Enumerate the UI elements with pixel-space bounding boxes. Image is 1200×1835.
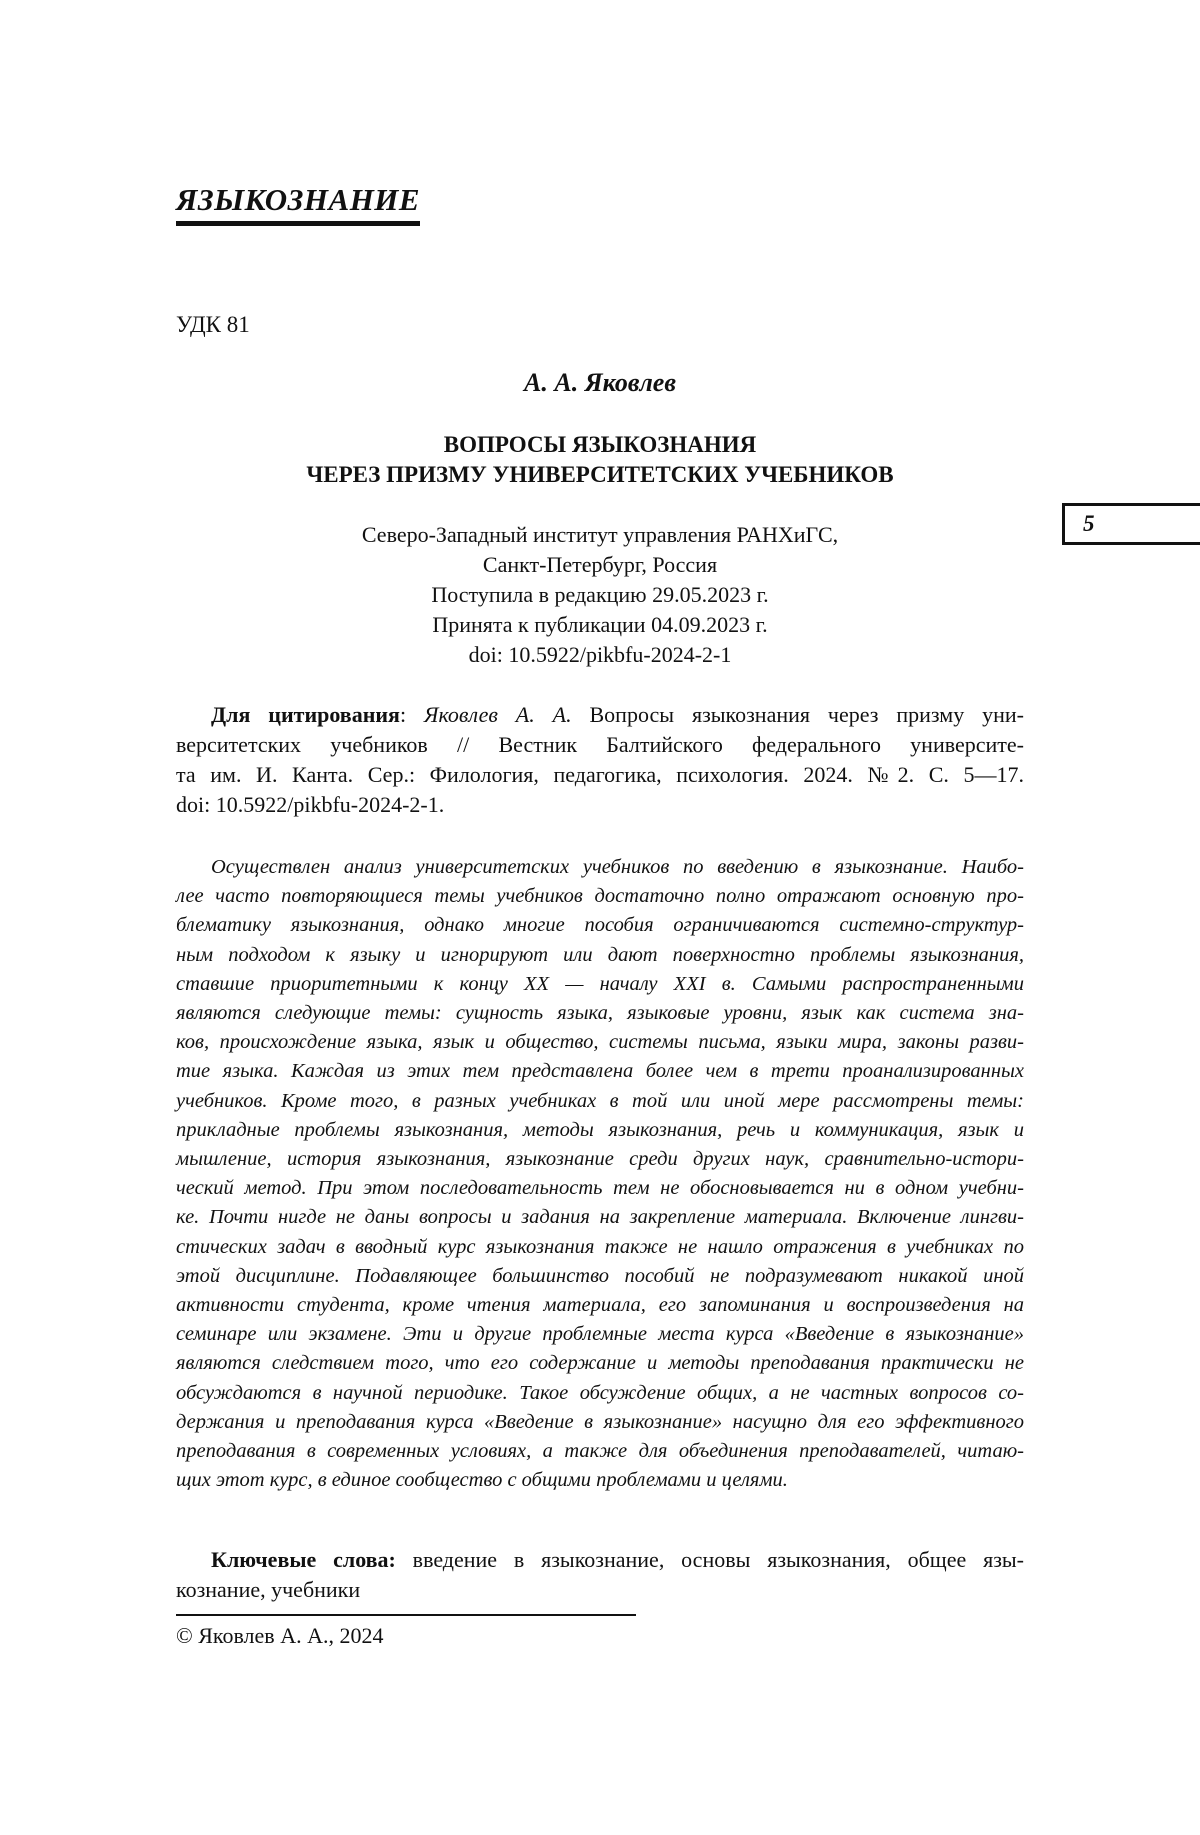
abstract-line: являются следствием того, что его содержание и методы преподавания практически не bbox=[176, 1352, 1024, 1375]
citation-block bbox=[176, 700, 1024, 820]
abstract bbox=[176, 853, 1024, 1495]
abstract-line: лее часто повторяющиеся темы учебников достаточно полно отражают основную про- bbox=[176, 885, 1024, 908]
citation-author: Яковлев А. А. bbox=[423, 702, 572, 727]
abstract-line: ческий метод. При этом последовательность тем не обосновывается ни в одном учебни- bbox=[176, 1177, 1024, 1200]
abstract-line: прикладные проблемы языкознания, методы языкознания, речь и коммуникация, язык и bbox=[176, 1118, 1024, 1141]
abstract-line: ке. Почти нигде не даны вопросы и задания на закрепление материала. Включение лингви- bbox=[176, 1206, 1024, 1229]
citation-label: Для цитирования bbox=[211, 702, 400, 727]
abstract-line: активности студента, кроме чтения материала, его запоминания и воспроизведения на bbox=[176, 1294, 1024, 1317]
abstract-line: обсуждаются в научной периодике. Такое обсуждение общих, а не частных вопросов со- bbox=[176, 1381, 1024, 1404]
keywords-label: Ключевые слова: bbox=[211, 1547, 396, 1572]
abstract-line: этой дисциплине. Подавляющее большинство пособий не подразумевают никакой иной bbox=[176, 1264, 1024, 1287]
doi: doi: 10.5922/pikbfu-2024-2-1 bbox=[468, 642, 732, 667]
abstract-line: учебников. Кроме того, в разных учебниках в той или иной мере рассмотрены темы: bbox=[176, 1089, 1024, 1112]
accepted-date: Принята к публикации 04.09.2023 г. bbox=[432, 612, 768, 637]
received-date: Поступила в редакцию 29.05.2023 г. bbox=[431, 582, 769, 607]
abstract-line: тие языка. Каждая из этих тем представлена более чем в трети проанализированных bbox=[176, 1060, 1024, 1083]
citation-line: та им. И. Канта. Сер.: Филология, педагогика, психология. 2024. №2. С. 5—17. bbox=[176, 762, 1024, 787]
copyright: © Яковлев А. А., 2024 bbox=[176, 1623, 384, 1648]
citation-line bbox=[176, 700, 1024, 730]
abstract-line: держания и преподавания курса «Введение в языкознание» насущно для его эффективного bbox=[176, 1410, 1024, 1433]
author-name: А. А. Яковлев bbox=[524, 368, 676, 397]
abstract-line: ков, происхождение языка, язык и общество, системы письма, языки мира, законы разви- bbox=[176, 1031, 1024, 1054]
citation-colon: : bbox=[399, 702, 424, 727]
footnote-divider bbox=[176, 1614, 636, 1616]
keywords-line bbox=[176, 1545, 1024, 1575]
keywords-line: кознание, учебники bbox=[176, 1577, 361, 1602]
institute: Северо-Западный институт управления РАНХиГС, bbox=[361, 522, 839, 547]
udk-code: УДК 81 bbox=[176, 312, 250, 337]
citation-text: Вопросы языкознания через призму уни- bbox=[571, 702, 1024, 727]
city: Санкт-Петербург, Россия bbox=[482, 552, 718, 577]
citation-line: верситетских учебников // Вестник Балтийского федерального университе- bbox=[176, 732, 1024, 757]
abstract-line: преподавания в современных условиях, а также для объединения преподавателей, читаю- bbox=[176, 1440, 1024, 1463]
abstract-line: мышление, история языкознания, языкознание среди других наук, сравнительно-истори- bbox=[176, 1148, 1024, 1171]
abstract-line: являются следующие темы: сущность языка, языковые уровни, язык как система зна- bbox=[176, 1002, 1024, 1025]
article-title-line: ВОПРОСЫ ЯЗЫКОЗНАНИЯ bbox=[443, 432, 757, 457]
article-title-line: ЧЕРЕЗ ПРИЗМУ УНИВЕРСИТЕТСКИХ УЧЕБНИКОВ bbox=[306, 462, 894, 487]
keywords-text: введение в языкознание, основы языкознания, общее язы- bbox=[395, 1547, 1025, 1572]
abstract-line: щих этот курс, в единое сообщество с общими проблемами и целями. bbox=[176, 1469, 788, 1492]
article-title bbox=[176, 430, 1024, 490]
abstract-line: ным подходом к языку и игнорируют или дают поверхностно проблемы языкознания, bbox=[176, 943, 1024, 966]
abstract-line: ставшие приоритетными к концу XX — началу XXI в. Самыми распространенными bbox=[176, 972, 1024, 995]
abstract-line: семинаре или экзамене. Эти и другие проблемные места курса «Введение в языкознание» bbox=[176, 1323, 1024, 1346]
abstract-line: Осуществлен анализ университетских учебников по введению в языкознание. Наибо- bbox=[211, 856, 1024, 878]
affiliation-block bbox=[176, 520, 1024, 670]
citation-line: doi: 10.5922/pikbfu-2024-2-1. bbox=[176, 792, 445, 817]
page-number: 5 bbox=[1083, 511, 1095, 536]
abstract-line: стических задач в вводный курс языкознания также не нашло отражения в учебниках по bbox=[176, 1235, 1024, 1258]
abstract-line: блематику языкознания, однако многие пособия ограничиваются системно-структур- bbox=[176, 914, 1024, 937]
keywords-block bbox=[176, 1545, 1024, 1605]
section-title: ЯЗЫКОЗНАНИЕ bbox=[176, 183, 420, 226]
page-number-tab bbox=[1062, 503, 1200, 545]
